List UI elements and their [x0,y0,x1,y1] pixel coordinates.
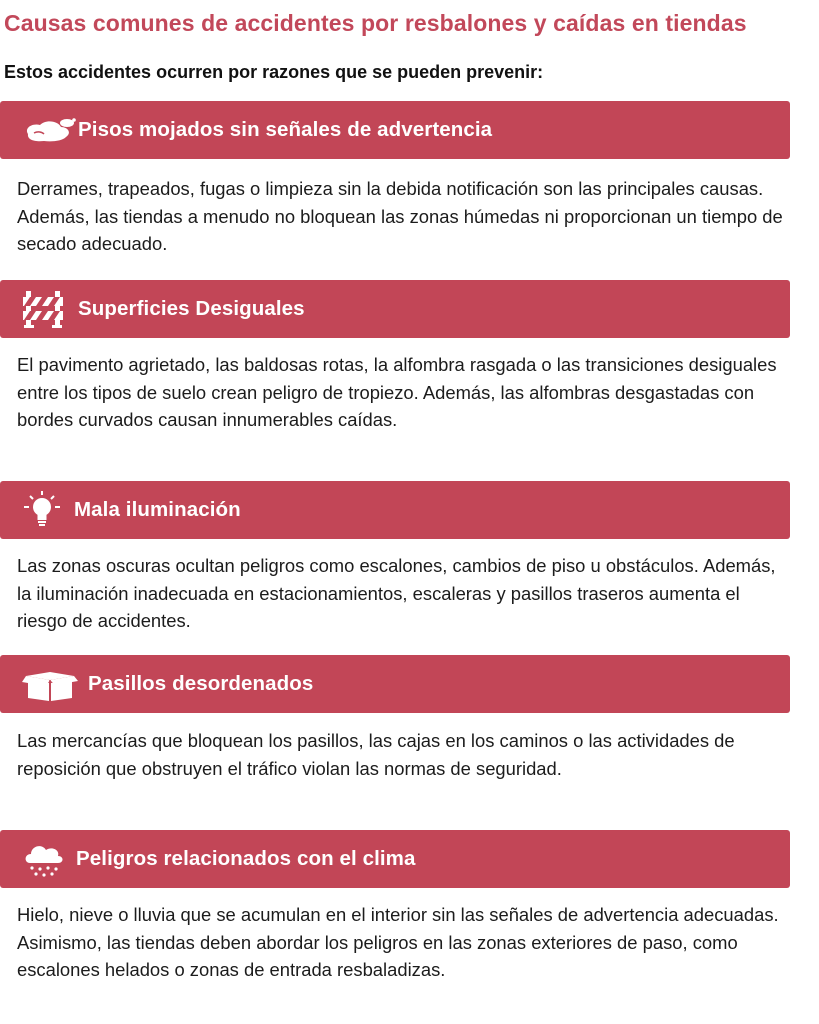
section-body-uneven-surfaces: El pavimento agrietado, las baldosas rotas, la alfombra rasgada o las transiciones desiguales entre los tipos de suelo crean peligro de tropiezo. Además, las alfombras desgastadas con bordes curvados causan innumerables caídas. [17,354,777,430]
section-body-cluttered-aisles: Las mercancías que bloquean los pasillos, las cajas en los caminos o las actividades de reposición que obstruyen el tráfico violan las normas de seguridad. [17,730,735,779]
section-body-wet-floors: Derrames, trapeados, fugas o limpieza sin la debida notificación son las principales causas. Además, las tiendas a menudo no bloquean las zonas húmedas ni proporcionan un tiempo de secado adecuado. [17,178,783,254]
section-title: Peligros relacionados con el clima [76,847,416,870]
construction-barrier-icon [22,287,78,331]
section-title: Mala iluminación [74,498,241,521]
section-header-uneven-surfaces [0,280,790,338]
section-title: Pasillos desordenados [88,672,314,695]
light-bulb-icon [22,488,74,532]
snow-cloud-icon [22,837,76,881]
section-body-weather-hazards: Hielo, nieve o lluvia que se acumulan en el interior sin las señales de advertencia adecuadas. Asimismo, las tiendas deben abordar los peligros en las zonas exteriores de paso, como escalones helados o zonas de entrada resbaladizas. [17,904,779,980]
section-title: Superficies Desiguales [78,297,305,320]
wet-floor-puddle-icon [22,108,78,152]
page-title: Causas comunes de accidentes por resbalones y caídas en tiendas [4,10,747,36]
section-header-poor-lighting [0,481,790,539]
section-header-weather-hazards [0,830,790,888]
intro-text: Estos accidentes ocurren por razones que se pueden prevenir: [4,62,544,82]
section-header-wet-floors [0,101,790,159]
section-body-poor-lighting: Las zonas oscuras ocultan peligros como escalones, cambios de piso u obstáculos. Además, la iluminación inadecuada en estacionamientos, escaleras y pasillos traseros aumenta el riesgo de accidentes. [17,555,776,631]
section-header-cluttered-aisles [0,655,790,713]
section-title: Pisos mojados sin señales de advertencia [78,118,493,141]
open-box-icon [22,662,88,706]
